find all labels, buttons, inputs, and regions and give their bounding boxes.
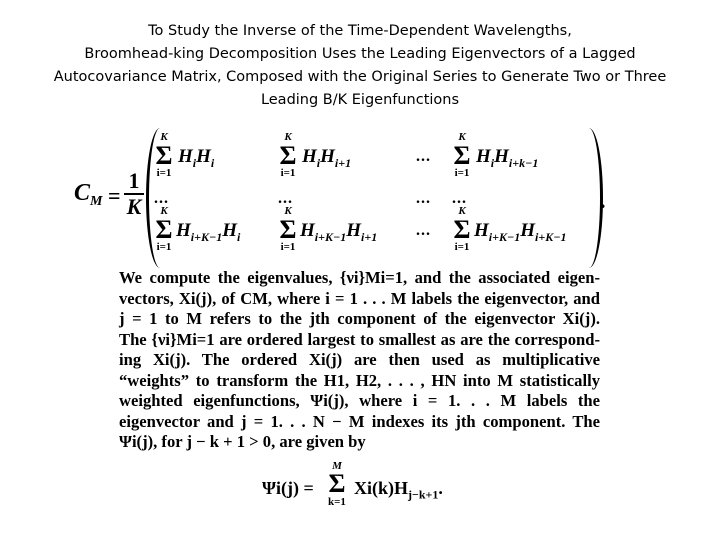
matrix-ellipsis: ... — [452, 190, 467, 207]
equation-period: . — [600, 188, 606, 213]
matrix-term: $H_iH_i$ — [178, 146, 215, 170]
paragraph-line: weighted eigenfunctions, Ψi(j), where i = 1. . . M labels the — [119, 391, 600, 410]
summation: K Σ i=1 — [279, 205, 297, 253]
psi-equation-rhs: $Xi(k)H_{j-k+1}$. — [354, 478, 443, 502]
matrix-ellipsis: ... — [416, 148, 431, 165]
summation: K Σ i=1 — [453, 205, 471, 253]
body-paragraph — [119, 268, 600, 453]
paragraph-line: vectors, Xi(j), of CM, where i = 1 . . . M labels the eigenvector, and — [119, 288, 600, 308]
paragraph-line: eigenvector and j = 1. . . N − M indexes its jth component. The — [119, 411, 600, 431]
matrix-term: $H_{i+K-1}H_{i+K-1}$ — [474, 220, 567, 244]
psi-equation-lhs: Ψi(j) = — [262, 478, 314, 498]
title-line: Autocovariance Matrix, Composed with the Original Series to Generate Two or Three — [53, 69, 667, 85]
paragraph-line: “weights” to transform the H1, H2, . . . , HN into M statistically — [119, 370, 600, 390]
fraction-numerator: 1 — [128, 168, 140, 193]
summation: M Σ k=1 — [328, 460, 346, 508]
paragraph-line: The {νi}Mi=1 are ordered largest to smallest as are the correspond- — [119, 329, 600, 349]
matrix-term: $H_{i+K-1}H_i$ — [176, 220, 241, 244]
matrix-ellipsis: ... — [416, 190, 431, 207]
matrix-ellipsis: ... — [154, 190, 169, 207]
fraction — [124, 170, 144, 218]
slide-title — [20, 20, 700, 112]
paragraph-line: j = 1 to M refers to the jth component of the eigenvector Xi(j). — [119, 309, 600, 328]
equation-lhs: $C_M$ — [74, 180, 103, 209]
summation: K Σ i=1 — [155, 131, 173, 179]
matrix-term: $H_{i+K-1}H_{i+1}$ — [300, 220, 378, 244]
matrix-term: $H_iH_{i+1}$ — [302, 146, 352, 170]
matrix-term: $H_iH_{i+k-1}$ — [476, 146, 539, 170]
equals-sign: = — [108, 183, 121, 208]
title-line: To Study the Inverse of the Time-Dependent Wavelengths, — [148, 23, 572, 39]
paragraph-line: Ψi(j), for j − k + 1 > 0, are given by — [119, 432, 366, 451]
summation: K Σ i=1 — [453, 131, 471, 179]
paragraph-line: ing Xi(j). The ordered Xi(j) are then used as multiplicative — [119, 350, 600, 369]
title-line: Leading B/K Eigenfunctions — [260, 92, 460, 108]
matrix-ellipsis: ... — [416, 222, 431, 239]
summation: K Σ i=1 — [279, 131, 297, 179]
summation: K Σ i=1 — [155, 205, 173, 253]
title-line: Broomhead-king Decomposition Uses the Leading Eigenvectors of a Lagged — [84, 46, 636, 62]
paragraph-line: We compute the eigenvalues, {νi}Mi=1, and the associated eigen- — [119, 268, 600, 287]
matrix-ellipsis: ... — [278, 190, 293, 207]
fraction-denominator: K — [126, 194, 142, 219]
